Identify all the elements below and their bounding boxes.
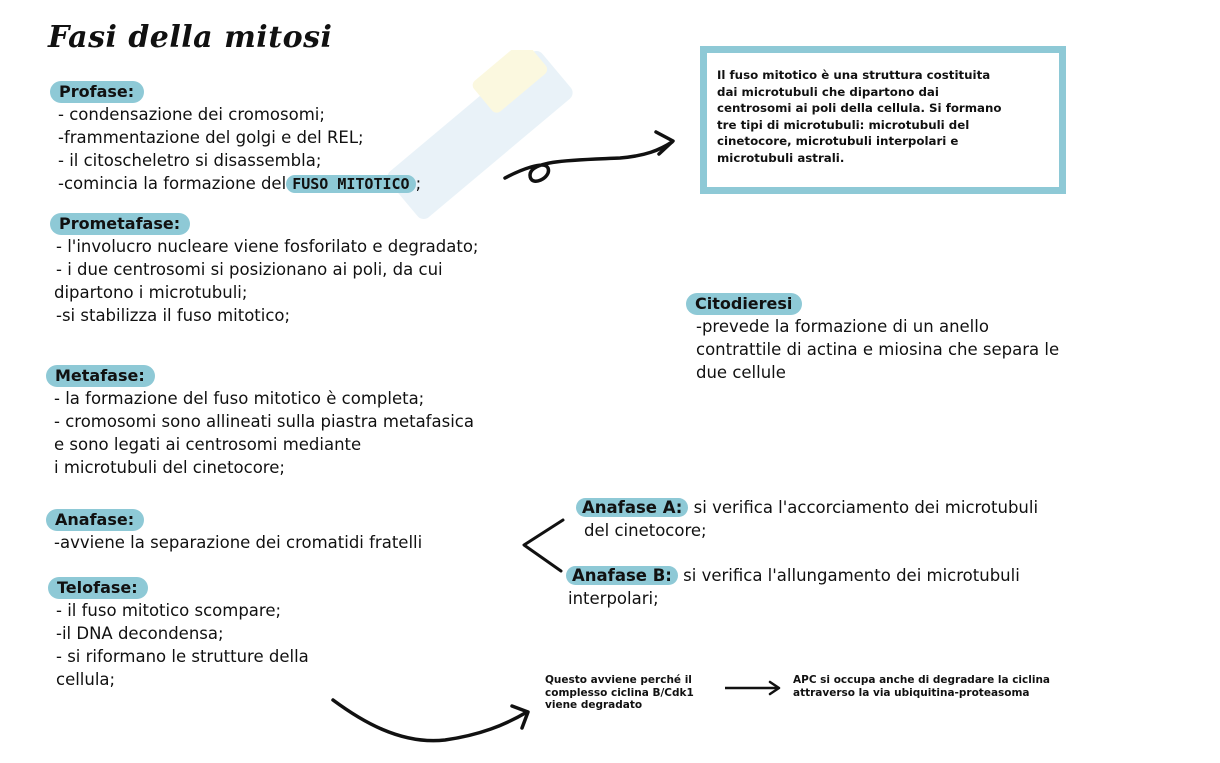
box-line-4: tre tipi di microtubuli: microtubuli del [717, 117, 970, 132]
anafase-b-section [566, 564, 1020, 610]
bracket-icon [524, 520, 563, 571]
profase-line-4-prefix: -comincia la formazione del [58, 174, 287, 193]
profase-line-1: - condensazione dei cromosomi; [58, 105, 325, 124]
note-right-line-1: APC si occupa anche di degradare la ciclina [793, 674, 1051, 686]
curve-arrow-icon [333, 700, 527, 741]
anafase-label: Anafase: [46, 509, 144, 531]
anafase-b-text-2: interpolari; [568, 589, 659, 608]
metafase-section [46, 364, 474, 479]
telofase-label: Telofase: [48, 577, 148, 599]
note-left-line-3: viene degradato [545, 699, 643, 711]
box-line-1: Il fuso mitotico è una struttura costituita [717, 68, 991, 82]
anafase-line-1: -avviene la separazione dei cromatidi fratelli [54, 533, 423, 552]
profase-line-3: - il citoscheletro si disassembla; [58, 151, 322, 170]
anafase-a-section [576, 496, 1038, 542]
telofase-line-2: -il DNA decondensa; [56, 624, 224, 643]
page-title: Fasi della mitosi [48, 20, 333, 55]
profase-section [50, 80, 421, 196]
anafase-b-text: si verifica l'allungamento dei microtubuli [677, 566, 1020, 585]
prometafase-line-3: dipartono i microtubuli; [54, 283, 248, 302]
anafase-a-text-2: del cinetocore; [584, 521, 707, 540]
citodieresi-section [686, 292, 1059, 384]
metafase-line-3: e sono legati ai centrosomi mediante [54, 435, 362, 454]
citodieresi-line-2: contrattile di actina e miosina che separa le [696, 340, 1060, 359]
metafase-line-2: - cromosomi sono allineati sulla piastra metafasica [54, 412, 474, 431]
anafase-b-label: Anafase B: [566, 566, 678, 585]
metafase-line-1: - la formazione del fuso mitotico è completa; [54, 389, 425, 408]
profase-line-4 [58, 172, 421, 196]
box-line-5: cinetocore, microtubuli interpolari e [717, 134, 959, 148]
metafase-line-4: i microtubuli del cinetocore; [54, 458, 285, 477]
fuso-mitotico-highlight: FUSO MITOTICO [286, 175, 415, 193]
box-line-6: microtubuli astrali. [717, 150, 845, 165]
note-right [793, 674, 1050, 699]
metafase-label: Metafase: [46, 365, 155, 387]
profase-label: Profase: [50, 81, 144, 103]
profase-line-4-suffix: ; [415, 174, 422, 193]
prometafase-line-2: - i due centrosomi si posizionano ai poli, da cui [56, 260, 443, 279]
box-line-2: dai microtubuli che dipartono dai [717, 84, 939, 99]
box-line-3: centrosomi ai poli della cellula. Si formano [717, 101, 1002, 115]
note-right-line-2: attraverso la via ubiquitina-proteasoma [793, 686, 1030, 699]
telofase-line-3: - si riformano le strutture della [56, 647, 309, 666]
note-left-line-1: Questo avviene perché il [545, 674, 692, 686]
profase-line-2: -frammentazione del golgi e del REL; [58, 128, 364, 147]
prometafase-label: Prometafase: [50, 213, 190, 235]
citodieresi-label: Citodieresi [686, 293, 802, 315]
telofase-section [48, 576, 309, 691]
prometafase-section [50, 212, 478, 327]
note-left [545, 674, 694, 712]
telofase-line-1: - il fuso mitotico scompare; [56, 601, 282, 620]
anafase-a-text: si verifica l'accorciamento dei microtubuli [688, 498, 1039, 517]
note-left-line-2: complesso ciclina B/Cdk1 [545, 686, 694, 699]
anafase-a-label: Anafase A: [576, 498, 688, 517]
telofase-line-4: cellula; [56, 670, 116, 689]
citodieresi-line-3: due cellule [696, 363, 786, 382]
citodieresi-line-1: -prevede la formazione di un anello [696, 317, 989, 336]
anafase-section [46, 508, 422, 554]
fuso-mitotico-box [700, 46, 1066, 194]
prometafase-line-1: - l'involucro nucleare viene fosforilato e degradato; [56, 237, 479, 256]
prometafase-line-4: -si stabilizza il fuso mitotico; [56, 306, 291, 325]
